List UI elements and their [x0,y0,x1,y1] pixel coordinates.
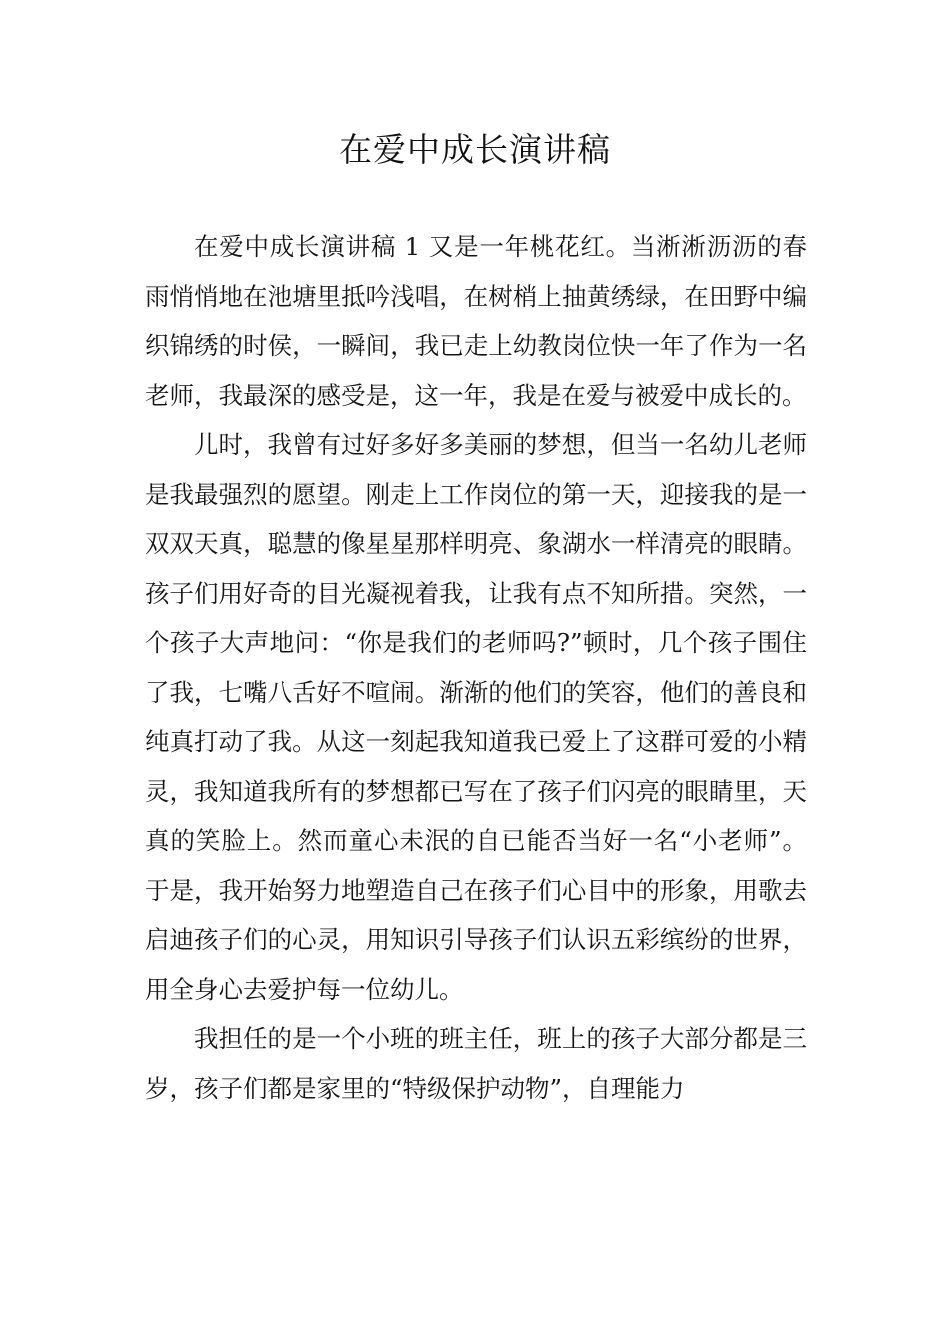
document-body [145,222,807,1113]
paragraph-1: 在爱中成长演讲稿 1 又是一年桃花红。当淅淅沥沥的春雨悄悄地在池塘里抵吟浅唱，在树梢上抽黄绣绿，在田野中编织锦绣的时侯，一瞬间，我已走上幼教岗位快一年了作为一名老师，我最深的感受是，这一年，我是在爱与被爱中成长的。 [145,232,807,410]
document-title: 在爱中成长演讲稿 [339,130,611,169]
paragraph-3: 我担任的是一个小班的班主任，班上的孩子大部分都是三岁，孩子们都是家里的“特级保护动物”，自理能力 [145,1024,807,1103]
paragraph-2: 儿时，我曾有过好多好多美丽的梦想，但当一名幼儿老师是我最强烈的愿望。刚走上工作岗位的第一天，迎接我的是一双双天真，聪慧的像星星那样明亮、象湖水一样清亮的眼睛。孩子们用好奇的目光凝视着我，让我有点不知所措。突然，一个孩子大声地问：“你是我们的老师吗?”顿时，几个孩子围住了我，七嘴八舌好不喧闹。渐渐的他们的笑容，他们的善良和纯真打动了我。从这一刻起我知道我已爱上了这群可爱的小精灵，我知道我所有的梦想都已写在了孩子们闪亮的眼睛里，天真的笑脸上。然而童心未泯的自已能否当好一名“小老师”。于是，我开始努力地塑造自己在孩子们心目中的形象，用歌去启迪孩子们的心灵，用知识引导孩子们认识五彩缤纷的世界，用全身心去爱护每一位幼儿。 [145,430,807,1004]
